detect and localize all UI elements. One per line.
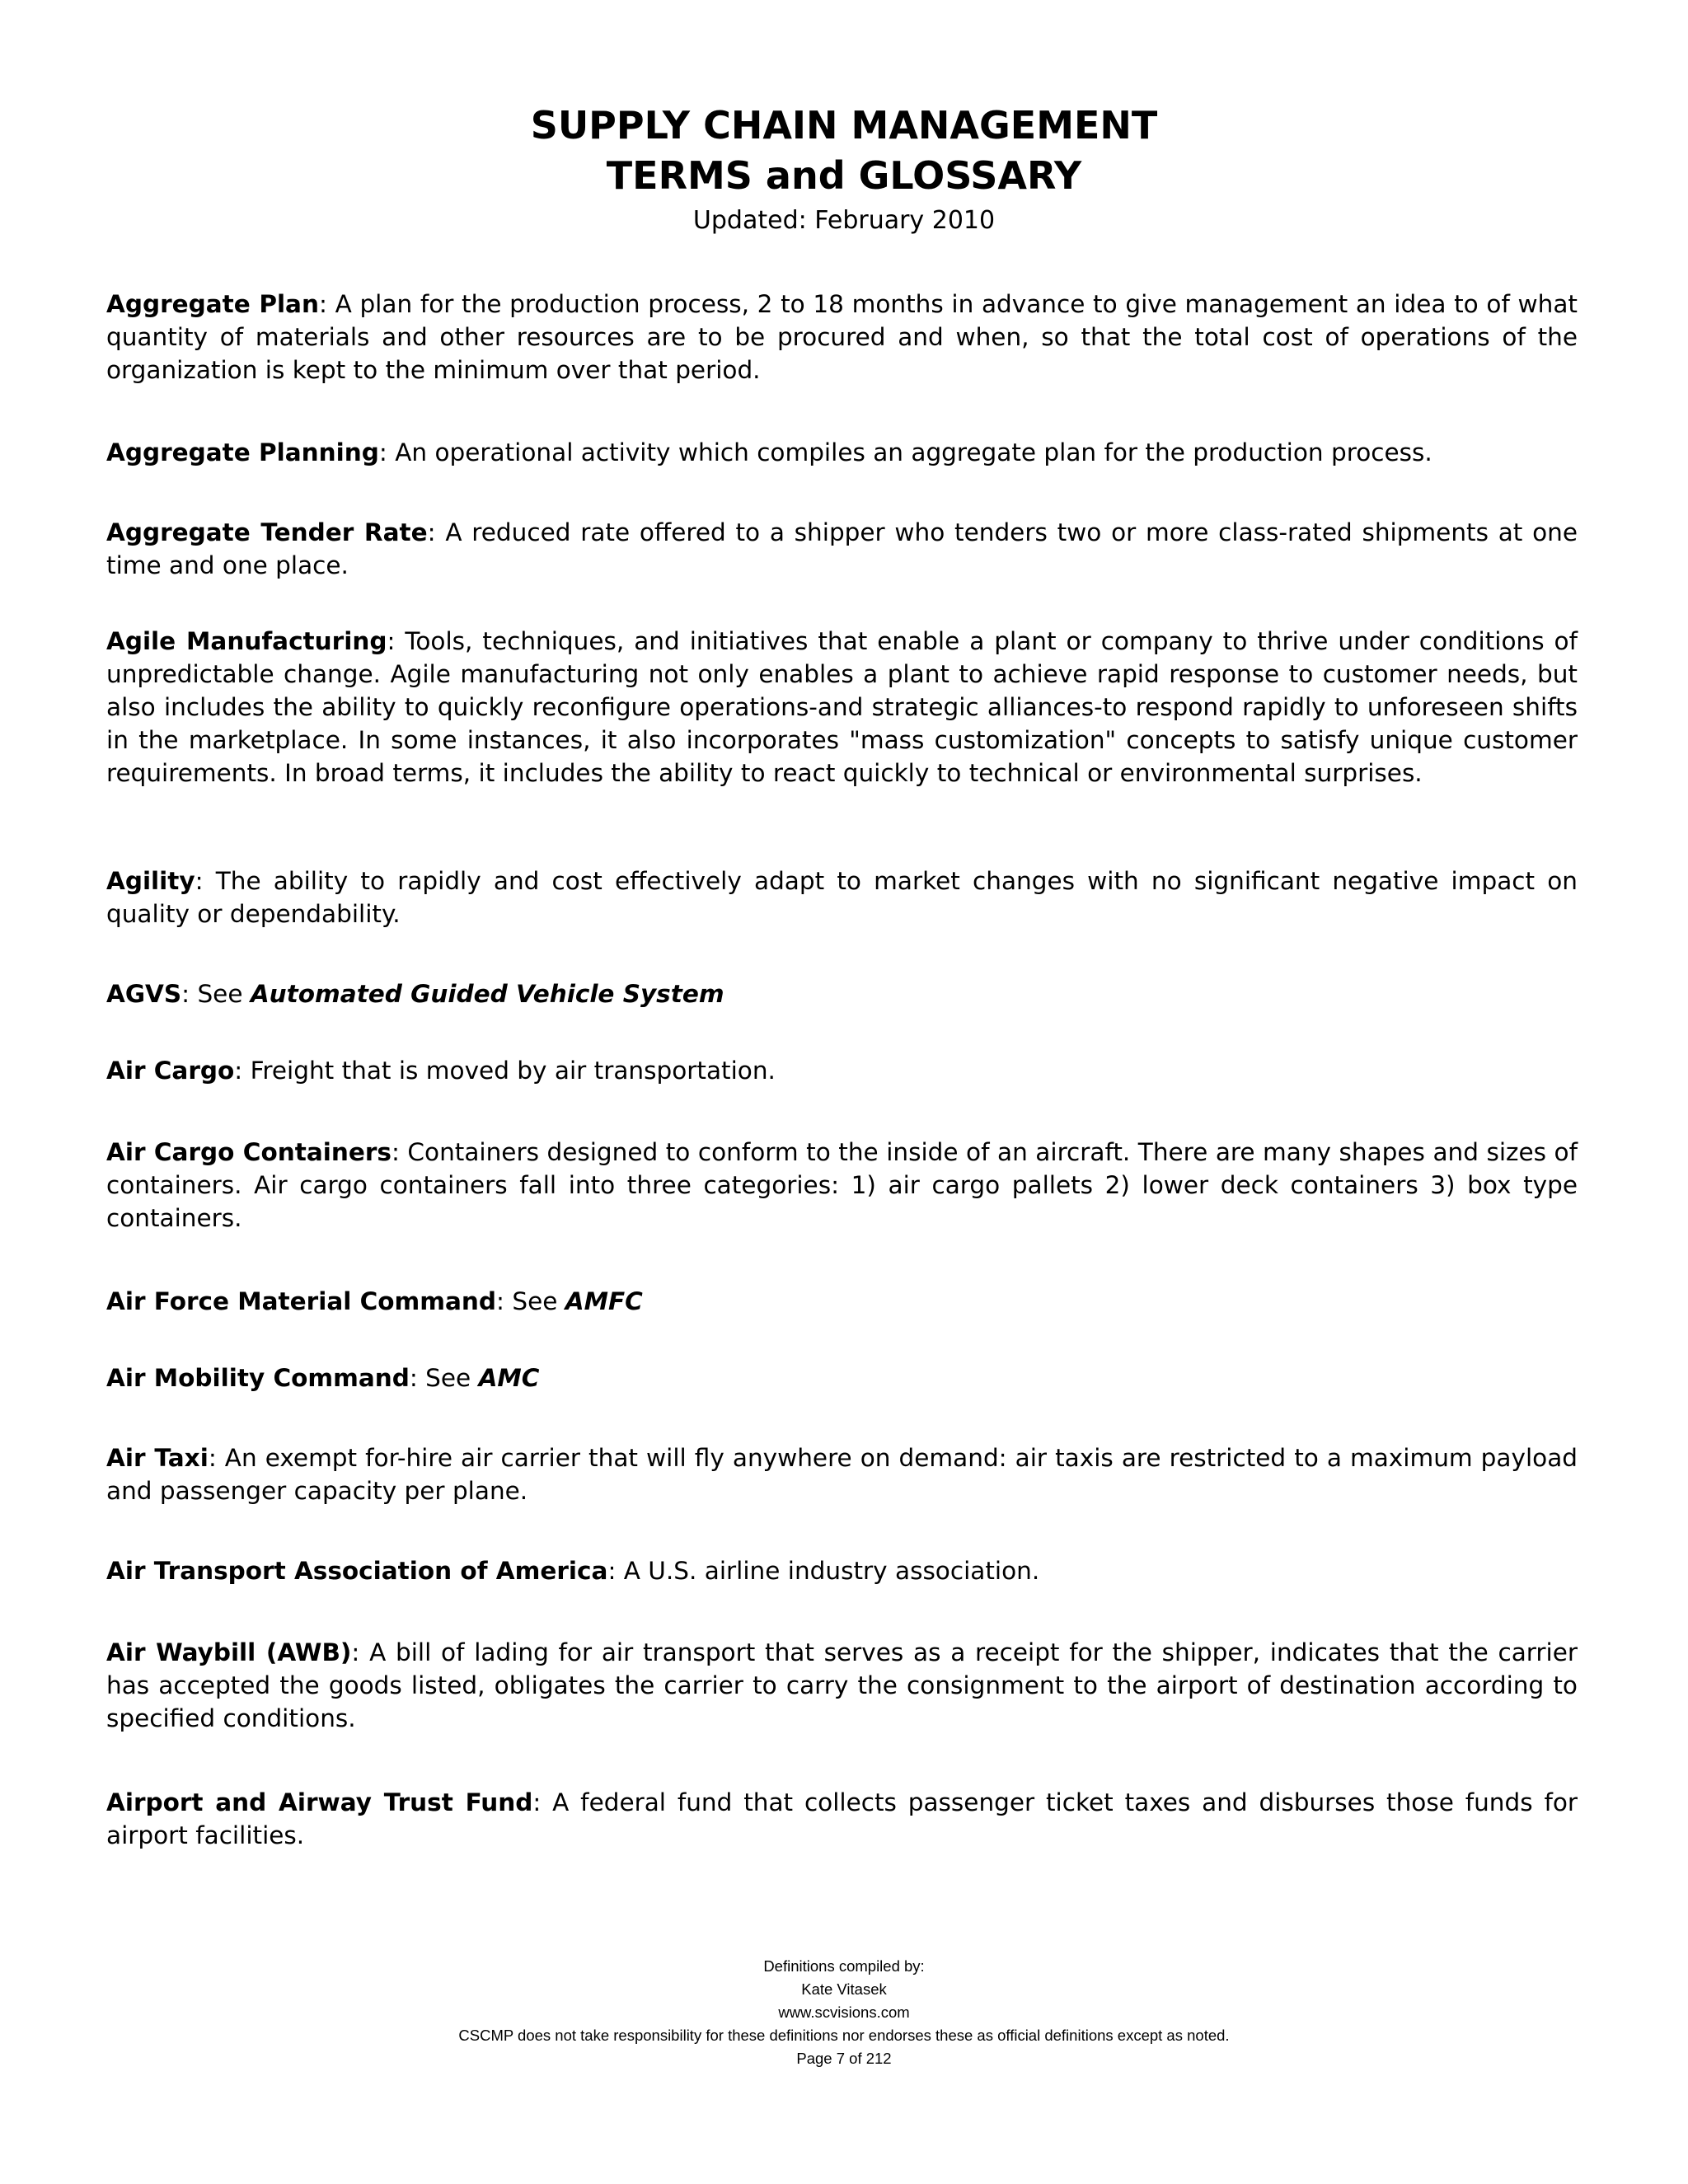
glossary-definition: : Tools, techniques, and initiatives that enable a plant or company to thrive under conditions of unpredictable change. Agile manufacturing not only enables a plant to achieve rapid response to customer needs, but also includes the ability to quickly reconfigure operations-and strategic alliances-to respond rapidly to unforeseen shifts in the marketplace. In some instances, it also incorporates "mass customization" concepts to satisfy unique customer requirements. In broad terms, it includes the ability to react quickly to technical or environmental surprises. [106,627,1578,787]
glossary-term: Agile Manufacturing [106,627,387,655]
glossary-entry [106,436,1578,469]
glossary-entry [106,516,1578,582]
glossary-term: AGVS [106,980,182,1008]
glossary-definition: : An operational activity which compiles an aggregate plan for the production process. [378,438,1432,466]
glossary-term: Air Cargo [106,1057,235,1085]
glossary-definition: : An exempt for-hire air carrier that will fly anywhere on demand: air taxis are restricted to a maximum payload and passenger capacity per plane. [106,1444,1578,1505]
page-title-line-1: SUPPLY CHAIN MANAGEMENT [530,103,1158,148]
glossary-entry [106,1554,1578,1587]
glossary-term: Air Waybill (AWB) [106,1638,352,1666]
glossary-term: Aggregate Plan [106,290,319,318]
glossary-entry [106,1636,1578,1735]
glossary-term: Agility [106,867,195,895]
glossary-definition: : A plan for the production process, 2 to 18 months in advance to give management an idea to of what quantity of materials and other resources are to be procured and when, so that the total cost of operations of the organization is kept to the minimum over that period. [106,290,1578,384]
updated-date: Updated: February 2010 [692,206,996,235]
glossary-entry [106,625,1578,790]
glossary-definition: : See [496,1287,565,1315]
page-number: Page 7 of 212 [796,2050,892,2067]
footer-website: www.scvisions.com [778,2004,910,2021]
glossary-definition: : Freight that is moved by air transportation. [234,1057,776,1085]
glossary-entry [106,1136,1578,1235]
glossary-entry [106,288,1578,387]
glossary-definition: : A bill of lading for air transport that serves as a receipt for the shipper, indicates that the carrier has accepted the goods listed, obligates the carrier to carry the consignment to the airport of destination according to specified conditions. [106,1638,1578,1732]
glossary-entry [106,865,1578,930]
glossary-term: Air Transport Association of America [106,1557,608,1585]
glossary-definition: : See [181,980,251,1008]
cross-reference: AMC [478,1364,540,1392]
glossary-definition: : A reduced rate offered to a shipper who tenders two or more class-rated shipments at one time and one place. [106,518,1578,579]
glossary-definition: : A federal fund that collects passenger ticket taxes and disburses those funds for airport facilities. [106,1788,1578,1849]
footer-disclaimer: CSCMP does not take responsibility for these definitions nor endorses these as official definitions except as noted. [458,2027,1230,2044]
footer-compiled-by: Definitions compiled by: [763,1957,925,1975]
glossary-term: Aggregate Tender Rate [106,518,428,546]
glossary-term: Air Force Material Command [106,1287,497,1315]
cross-reference: AMFC [565,1287,643,1315]
glossary-term: Air Mobility Command [106,1364,410,1392]
cross-reference: Automated Guided Vehicle System [250,980,724,1008]
glossary-definition: : Containers designed to conform to the inside of an aircraft. There are many shapes and sizes of containers. Air cargo containers fall into three categories: 1) air cargo pallets 2) lower deck containers 3) box type containers. [106,1138,1578,1232]
glossary-entry [106,1054,1578,1087]
glossary-entry [106,1441,1578,1507]
footer-author: Kate Vitasek [801,1980,887,1998]
glossary-definition: : The ability to rapidly and cost effectively adapt to market changes with no significant negative impact on quality or dependability. [106,867,1578,928]
glossary-entry [106,977,1578,1010]
page-title-line-2: TERMS and GLOSSARY [606,153,1082,198]
glossary-term: Aggregate Planning [106,438,379,466]
glossary-definition: : A U.S. airline industry association. [607,1557,1040,1585]
glossary-definition: : See [409,1364,479,1392]
glossary-term: Air Taxi [106,1444,209,1472]
glossary-entry [106,1361,1578,1394]
glossary-term: Air Cargo Containers [106,1138,392,1166]
glossary-entry [106,1285,1578,1318]
glossary-entry [106,1786,1578,1852]
glossary-term: Airport and Airway Trust Fund [106,1788,533,1816]
